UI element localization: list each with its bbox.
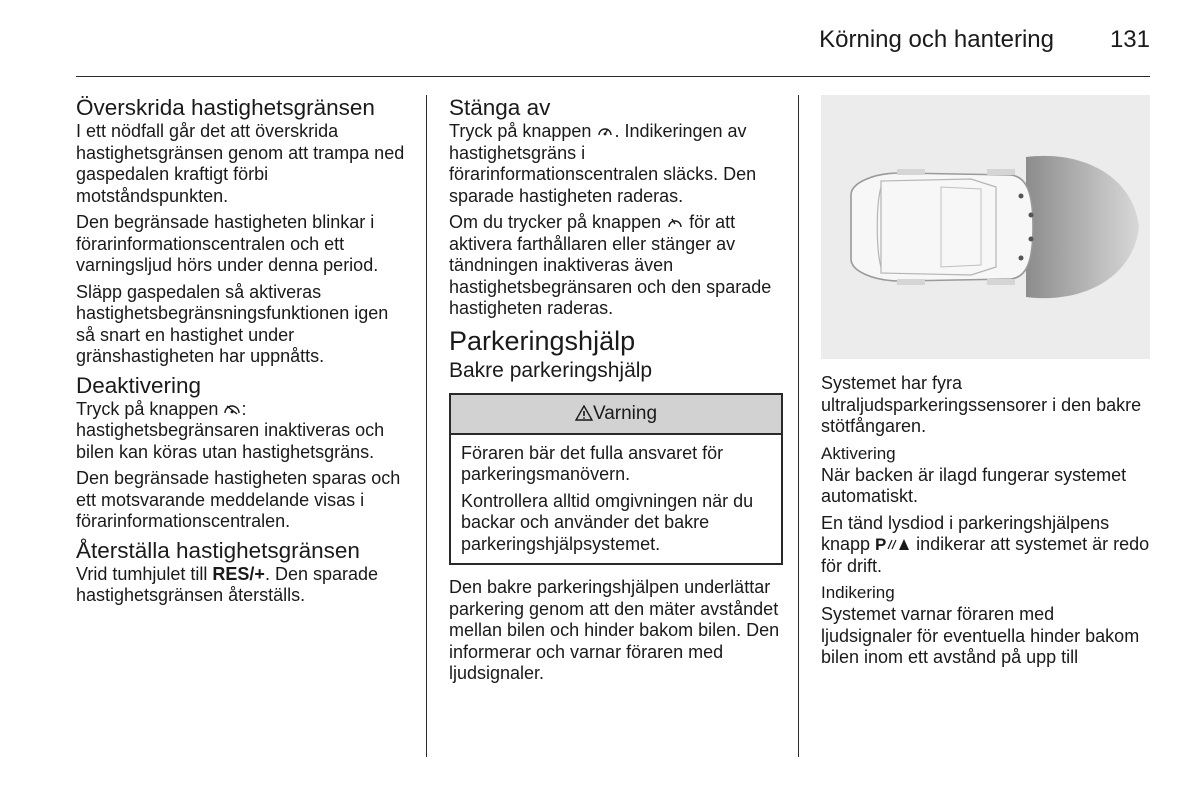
warning-header: [451, 395, 781, 435]
paragraph: När backen är ilagd fungerar systemet automatiskt.: [821, 464, 1127, 506]
subheading-indication: Indikering: [821, 583, 895, 602]
warning-body: [451, 435, 781, 564]
section-heading-rear-parking: Bakre parkeringshjälp: [449, 358, 653, 382]
warning-title: Varning: [592, 402, 658, 424]
parking-assist-icon: [875, 536, 911, 552]
speed-limiter-icon: [596, 123, 614, 139]
column-2: [449, 95, 783, 690]
column-1: [76, 95, 408, 612]
column-3: [821, 95, 1150, 674]
paragraph: Om du trycker på knappen för att aktivera farthållaren eller stänger av tändningen inaktiveras även hastighetsbegränsaren och den sparade hastigheten raderas.: [449, 212, 772, 318]
svg-text:P: P: [875, 536, 887, 552]
paragraph: Föraren bär det fulla ansvaret för parkeringsmanövern.: [461, 442, 724, 484]
section-heading-deactivation: Deaktivering: [76, 372, 202, 398]
page-number: 131: [1109, 26, 1150, 53]
warning-box: [449, 393, 783, 566]
paragraph: Den bakre parkeringshjälpen underlättar parkering genom att den mäter avståndet mellan bilen och hinder bakom bilen. Den informerar och varnar föraren med ljudsignaler.: [449, 577, 780, 683]
section-heading-restore: Återställa hastighetsgränsen: [76, 537, 360, 563]
paragraph: Den begränsade hastigheten sparas och ett motsvarande meddelande visas i förarinformationscentralen.: [76, 468, 401, 531]
subheading-activation: Aktivering: [821, 443, 896, 463]
paragraph: Systemet varnar föraren med ljudsignaler för eventuella hinder bakom bilen inom ett avstånd på upp till: [821, 604, 1140, 667]
chapter-title: Körning och hantering: [819, 26, 1054, 53]
column-divider-1: [426, 95, 427, 757]
chapter-heading-parking: Parkeringshjälp: [449, 325, 636, 356]
paragraph: Kontrollera alltid omgivningen när du backar och använder det bakre parkeringshjälpsystemet.: [461, 490, 754, 554]
paragraph: Tryck på knappen . Indikeringen av hastighetsgräns i förarinformationscentralen släcks. Den sparade hastigheten raderas.: [449, 121, 757, 206]
paragraph: Tryck på knappen : hastighetsbegränsaren inaktiveras och bilen kan köras utan hastighetsgräns.: [76, 398, 385, 462]
control-label: RES/+: [212, 563, 265, 584]
paragraph: Släpp gaspedalen så aktiveras hastighetsbegränsningsfunktionen igen så snart en hastighet under gränshastigheten har uppnåtts.: [76, 281, 389, 366]
paragraph: En tänd lysdiod i parkeringshjälpens knapp P indikerar att systemet är redo för drift.: [821, 512, 1150, 576]
paragraph: I ett nödfall går det att överskrida hastighetsgränsen genom att trampa ned gaspedalen kraftigt förbi motståndspunkten.: [76, 121, 405, 206]
section-heading-turn-off: Stänga av: [449, 95, 551, 120]
cruise-control-icon: [666, 214, 684, 230]
paragraph: Vrid tumhjulet till RES/+. Den sparade hastighetsgränsen återställs.: [76, 563, 379, 605]
warning-triangle-icon: [575, 405, 593, 421]
column-divider-2: [798, 95, 799, 757]
car-sensor-figure: [821, 95, 1150, 359]
paragraph: Systemet har fyra ultraljudsparkeringssensorer i den bakre stötfångaren.: [821, 373, 1142, 436]
header-rule: [76, 76, 1150, 77]
car-sensor-illustration: [821, 95, 1150, 359]
speed-limiter-icon: [223, 401, 241, 417]
section-heading-override: Överskrida hastighetsgränsen: [76, 95, 375, 120]
paragraph: Den begränsade hastigheten blinkar i förarinformationscentralen och ett varningsljud hörs under denna period.: [76, 212, 379, 275]
